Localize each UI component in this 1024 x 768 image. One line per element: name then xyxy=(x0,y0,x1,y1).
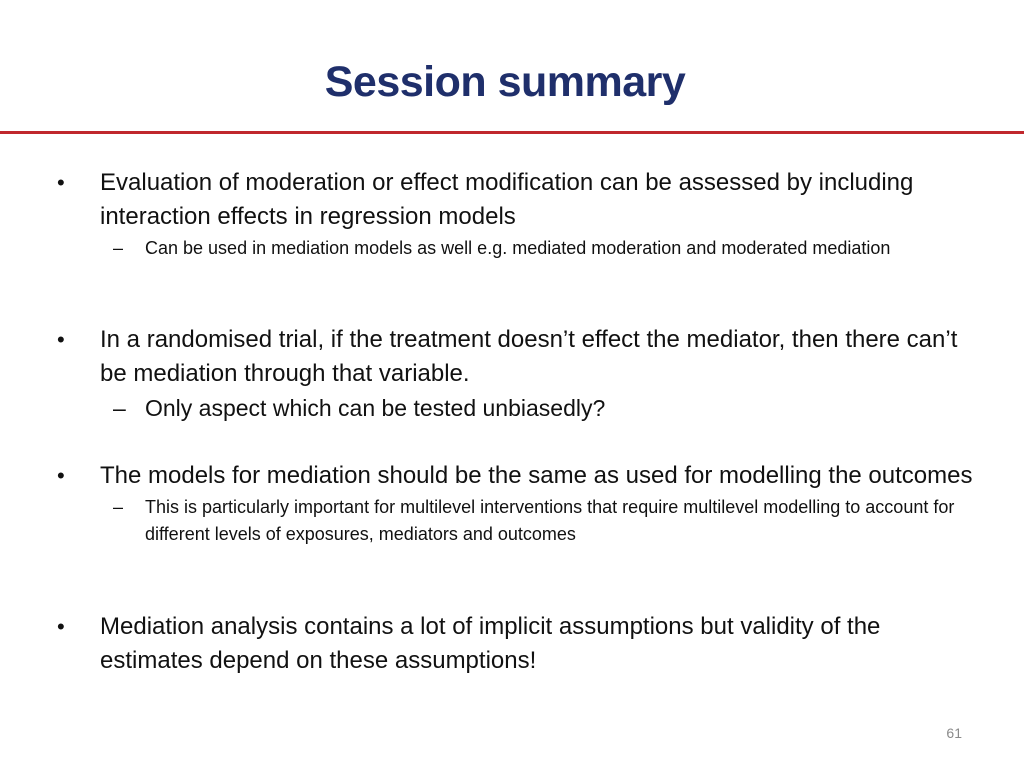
bullet-icon: • xyxy=(57,170,65,195)
slide-title: Session summary xyxy=(324,58,686,106)
bullet-text: Mediation analysis contains a lot of implicit assumptions but validity of the estimates depend on these assumptions! xyxy=(100,613,881,674)
bullet-item-moderation xyxy=(57,166,977,262)
title-divider xyxy=(0,131,1024,134)
sub-bullet-item xyxy=(100,391,977,425)
bullet-icon: • xyxy=(57,614,65,639)
bullet-icon: • xyxy=(57,327,65,352)
bullet-text: Evaluation of moderation or effect modification can be assessed by including interaction effects in regression models xyxy=(100,169,914,230)
bullet-text: The models for mediation should be the same as used for modelling the outcomes xyxy=(100,462,973,489)
bullet-item-models xyxy=(57,459,977,548)
dash-icon: – xyxy=(113,238,124,258)
sub-bullet-item xyxy=(100,235,977,262)
sub-bullet-text: Can be used in mediation models as well e.g. mediated moderation and moderated mediation xyxy=(145,238,891,258)
sub-bullet-text: This is particularly important for multilevel interventions that require multilevel modelling to account for different levels of exposures, mediators and outcomes xyxy=(145,497,955,544)
sub-bullet-text: Only aspect which can be tested unbiasedly? xyxy=(145,395,606,421)
page-number: 61 xyxy=(946,725,962,741)
sub-bullet-item xyxy=(100,494,977,548)
bullet-icon: • xyxy=(57,463,65,488)
bullet-item-assumptions xyxy=(57,610,977,678)
bullet-text: In a randomised trial, if the treatment doesn’t effect the mediator, then there can’t be mediation through that variable. xyxy=(100,326,958,387)
dash-icon: – xyxy=(113,497,124,517)
dash-icon: – xyxy=(113,395,126,421)
bullet-item-randomised-trial xyxy=(57,323,977,425)
